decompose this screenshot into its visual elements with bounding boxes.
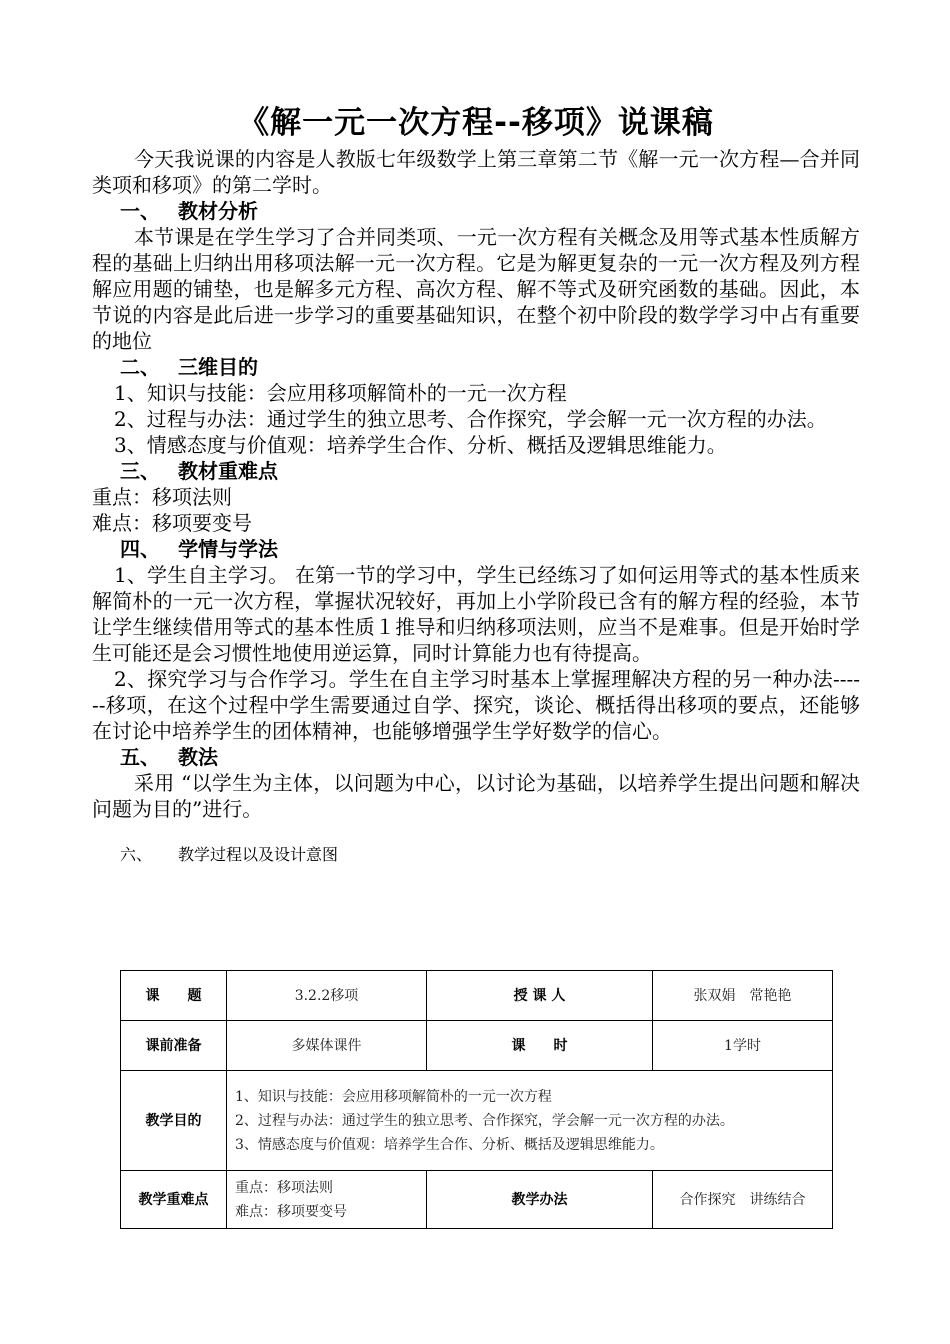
section-heading-3 (92, 458, 860, 484)
preparation-label: 课前准备 (121, 1021, 227, 1071)
section-number: 一、 (120, 199, 160, 223)
topic-label: 课 题 (121, 971, 227, 1021)
section-title: 学情与学法 (178, 537, 278, 561)
section-heading-6 (92, 844, 860, 866)
key-point: 重点：移项法则 (235, 1179, 333, 1196)
section-title: 三维目的 (178, 355, 258, 379)
document-page (92, 100, 860, 866)
section-title: 教法 (178, 745, 218, 769)
objective-item: 1、知识与技能：会应用移项解简朴的一元一次方程 (114, 381, 567, 405)
teacher-label: 授 课 人 (427, 971, 653, 1021)
key-difficult-content (227, 1171, 427, 1229)
section-1-body: 本节课是在学生学习了合并同类项、一元一次方程有关概念及用等式基本性质解方程的基础上归纳出用移项法解一元一次方程。它是为解更复杂的一元一次方程及列方程解应用题的铺垫，也是解多元方程、高次方程、解不等式及研究函数的基础。因此，本节说的内容是此后进一步学习的重要基础知识，在整个初中阶段的数学学习中占有重要的地位 (92, 225, 860, 353)
hours-label: 课 时 (427, 1021, 653, 1071)
section-number: 五、 (120, 745, 160, 769)
objectives-label: 教学目的 (121, 1071, 227, 1171)
section-number: 六、 (120, 845, 153, 864)
table-row (121, 1071, 833, 1171)
difficult-point: 难点：移项要变号 (235, 1203, 347, 1220)
objective-item: 3、情感态度与价值观：培养学生合作、分析、概括及逻辑思维能力。 (114, 433, 727, 457)
topic-value: 3.2.2移项 (227, 971, 427, 1021)
key-point: 重点：移项法则 (92, 485, 232, 509)
hours-value: 1学时 (653, 1021, 833, 1071)
section-title: 教材重难点 (178, 459, 278, 483)
section-heading-1 (92, 198, 860, 224)
section-heading-2 (92, 354, 860, 380)
objective-line: 3、情感态度与价值观：培养学生合作、分析、概括及逻辑思维能力。 (235, 1136, 664, 1153)
table-row (121, 1171, 833, 1229)
objective-line: 2、过程与办法：通过学生的独立思考、合作探究，学会解一元一次方程的办法。 (235, 1112, 734, 1129)
section-5-body: 采用 “以学生为主体，以问题为中心，以讨论为基础，以培养学生提出问题和解决问题为目的”进行。 (92, 771, 860, 821)
section-4-paragraph-2: 2、探究学习与合作学习。学生在自主学习时基本上掌握理解决方程的另一种办法------移项，在这个过程中学生需要通过自学、探究，谈论、概括得出移项的要点，还能够在讨论中培养学生的团体精神，也能够增强学生学好数学的信心。 (92, 667, 860, 743)
section-4-paragraph-1: 1、学生自主学习。 在第一节的学习中，学生已经练习了如何运用等式的基本性质来解简朴的一元一次方程，掌握状况较好，再加上小学阶段已含有的解方程的经验，本节让学生继续借用等式的基本性质１推导和归纳移项法则，应当不是难事。但是开始时学生可能还是会习惯性地使用逆运算，同时计算能力也有待提高。 (92, 563, 860, 665)
teacher-value: 张双娟 常艳艳 (653, 971, 833, 1021)
difficult-point: 难点：移项要变号 (92, 511, 252, 535)
teaching-method-value: 合作探究 讲练结合 (653, 1171, 833, 1229)
preparation-value: 多媒体课件 (227, 1021, 427, 1071)
objectives-content (227, 1071, 833, 1171)
lesson-info-table (120, 970, 833, 1229)
document-title: 《解一元一次方程--移项》说课稿 (238, 105, 714, 141)
section-title: 教学过程以及设计意图 (178, 845, 339, 864)
objective-line: 1、知识与技能：会应用移项解简朴的一元一次方程 (235, 1088, 552, 1105)
section-heading-4 (92, 536, 860, 562)
teaching-method-label: 教学办法 (427, 1171, 653, 1229)
objective-item: 2、过程与办法：通过学生的独立思考、合作探究，学会解一元一次方程的办法。 (114, 407, 827, 431)
key-difficult-label: 教学重难点 (121, 1171, 227, 1229)
section-number: 三、 (120, 459, 160, 483)
intro-paragraph: 今天我说课的内容是人教版七年级数学上第三章第二节《解一元一次方程—合并同类项和移项》的第二学时。 (92, 147, 860, 197)
section-heading-5 (92, 744, 860, 770)
section-title: 教材分析 (178, 199, 258, 223)
table-row (121, 1021, 833, 1071)
table-row (121, 971, 833, 1021)
section-number: 四、 (120, 537, 160, 561)
section-number: 二、 (120, 355, 160, 379)
